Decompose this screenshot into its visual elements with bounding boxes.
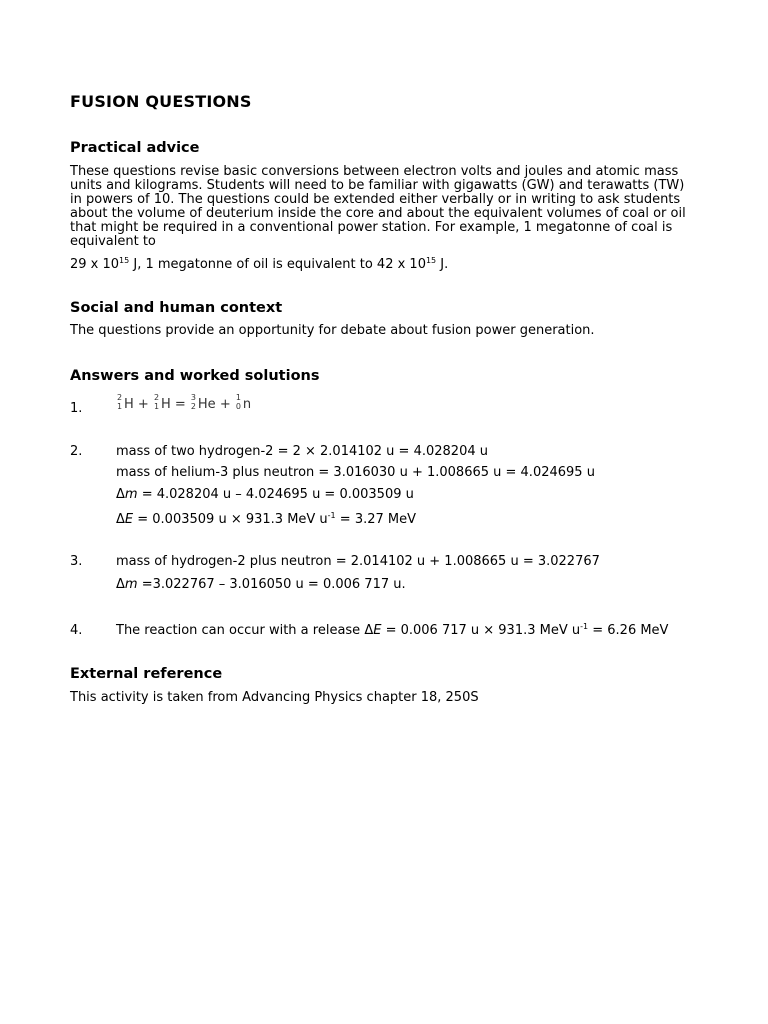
social-context-body: The questions provide an opportunity for debate about fusion power generation. [70,323,595,338]
external-reference-heading: External reference [70,666,223,682]
answer-2-line-1: mass of two hydrogen-2 = 2 × 2.014102 u = 4.028204 u [116,444,488,459]
fusion-equation: 2 1 H + 2 1 H = 3 2 He + 1 0 n [117,393,252,412]
answer-2-line-3: Δm = 4.028204 u – 4.024695 u = 0.003509 u [116,487,414,502]
practical-advice-heading: Practical advice [70,140,200,156]
practical-advice-body: These questions revise basic conversions between electron volts and joules and atomic mass units and kilograms. Students will need to be familiar with gigawatts (GW) and terawatts (TW) in powers of 10. The questions could be extended either verbally or in writing to ask students about the volume of deuterium inside the core and about the equivalent volumes of coal or oil that might be required in a conventional power station. For example, 1 megatonne of coal is equivalent to [70,164,686,249]
answer-4-line: The reaction can occur with a release ΔE = 0.006 717 u × 931.3 MeV $u^{-1} = 6.26$ MeV [116,622,669,638]
answer-3-number: 3. [70,554,83,569]
social-context-heading: Social and human context [70,300,283,316]
practical-advice-energy-line: 29 x $10^{15}$ J, 1 megatonne of oil is equivalent to 42 x $10^{15}$ J. [70,256,449,272]
answer-1-number: 1. [70,401,83,416]
answer-2-line-4: ΔE = 0.003509 u × 931.3 MeV $u^{-1} = 3.27$ MeV [116,511,416,527]
document-title: FUSION QUESTIONS [70,92,252,111]
answers-heading: Answers and worked solutions [70,368,320,384]
answer-2-number: 2. [70,444,83,459]
answer-2-line-2: mass of helium-3 plus neutron = 3.016030 u + 1.008665 u = 4.024695 u [116,465,595,480]
answer-3-line-2: Δm =3.022767 – 3.016050 u = 0.006 717 u. [116,577,406,592]
answer-3-line-1: mass of hydrogen-2 plus neutron = 2.014102 u + 1.008665 u = 3.022767 [116,554,600,569]
answer-4-number: 4. [70,623,83,638]
external-reference-body: This activity is taken from Advancing Physics chapter 18, 250S [70,690,479,705]
